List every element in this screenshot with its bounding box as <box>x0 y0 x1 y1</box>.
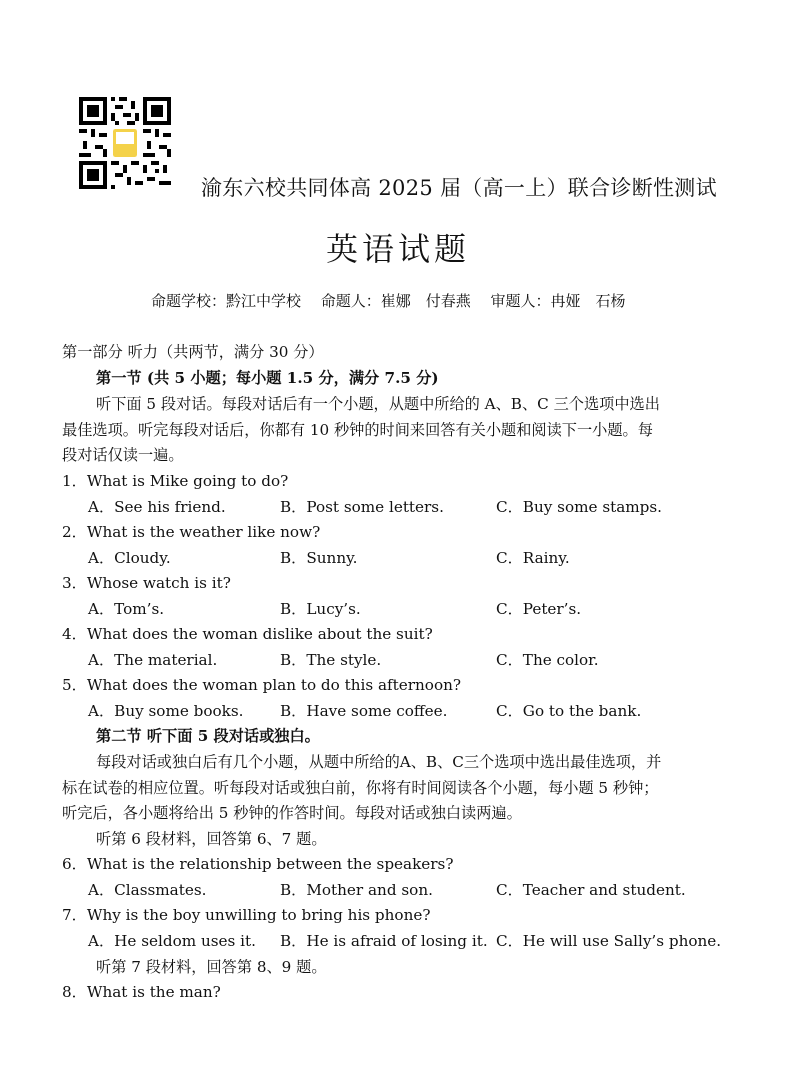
option-c: C．Peter’s. <box>496 600 582 618</box>
option-b: B．Have some coffee. <box>280 702 448 720</box>
question-stem: 4．What does the woman dislike about the suit? <box>62 625 433 643</box>
option-b: B．Post some letters. <box>280 498 444 516</box>
section2-heading: 第二节 听下面 5 段对话或独白。 <box>96 727 320 745</box>
option-a: A．See his friend. <box>88 498 226 516</box>
author-line: 命题学校：黔江中学校 命题人：崔娜 付春燕 审题人：冉娅 石杨 <box>151 292 626 310</box>
option-a: A．Classmates. <box>88 881 207 899</box>
option-c: C．Teacher and student. <box>496 881 686 899</box>
question-stem: 5．What does the woman plan to do this afternoon? <box>62 676 462 694</box>
instruction-line: 标在试卷的相应位置。听每段对话或独白前，你将有时间阅读各个小题，每小题 5 秒钟； <box>62 779 659 797</box>
question-stem: 6．What is the relationship between the speakers? <box>62 855 454 873</box>
instruction-line: 听完后，各小题将给出 5 秒钟的作答时间。每段对话或独白读两遍。 <box>62 804 522 822</box>
qr-code <box>79 97 171 189</box>
option-a: A．Buy some books. <box>88 702 244 720</box>
subject-title: 英语试题 <box>326 230 471 268</box>
option-b: B．Lucy’s. <box>280 600 361 618</box>
option-c: C．He will use Sally’s phone. <box>496 932 722 950</box>
option-b: B．Sunny. <box>280 549 358 567</box>
option-b: B．Mother and son. <box>280 881 433 899</box>
option-a: A．The material. <box>88 651 218 669</box>
instruction-line: 每段对话或独白后有几个小题，从题中所给的A、B、C三个选项中选出最佳选项，并 <box>96 753 662 771</box>
question-stem: 1．What is Mike going to do? <box>62 472 289 490</box>
option-c: C．Buy some stamps. <box>496 498 663 516</box>
section1-heading: 第一节 (共 5 小题；每小题 1.5 分，满分 7.5 分) <box>96 369 439 387</box>
material-note: 听第 7 段材料，回答第 8、9 题。 <box>96 958 327 976</box>
material-note: 听第 6 段材料，回答第 6、7 题。 <box>96 830 327 848</box>
instruction-line: 听下面 5 段对话。每段对话后有一个小题，从题中所给的 A、B、C 三个选项中选出 <box>96 395 660 413</box>
option-c: C．Rainy. <box>496 549 570 567</box>
question-stem: 2．What is the weather like now? <box>62 523 321 541</box>
exam-title: 渝东六校共同体高 2025 届（高一上）联合诊断性测试 <box>201 176 717 200</box>
option-a: A．He seldom uses it. <box>88 932 256 950</box>
option-a: A．Tom’s. <box>88 600 165 618</box>
option-c: C．The color. <box>496 651 599 669</box>
part-heading: 第一部分 听力（共两节，满分 30 分） <box>62 343 324 361</box>
option-b: B．He is afraid of losing it. <box>280 932 488 950</box>
question-stem: 3．Whose watch is it? <box>62 574 231 592</box>
question-stem: 8．What is the man? <box>62 983 221 1001</box>
instruction-line: 最佳选项。听完每段对话后，你都有 10 秒钟的时间来回答有关小题和阅读下一小题。每 <box>62 421 653 439</box>
option-c: C．Go to the bank. <box>496 702 642 720</box>
option-a: A．Cloudy. <box>88 549 171 567</box>
instruction-line: 段对话仅读一遍。 <box>62 446 184 464</box>
option-b: B．The style. <box>280 651 382 669</box>
question-stem: 7．Why is the boy unwilling to bring his phone? <box>62 906 431 924</box>
